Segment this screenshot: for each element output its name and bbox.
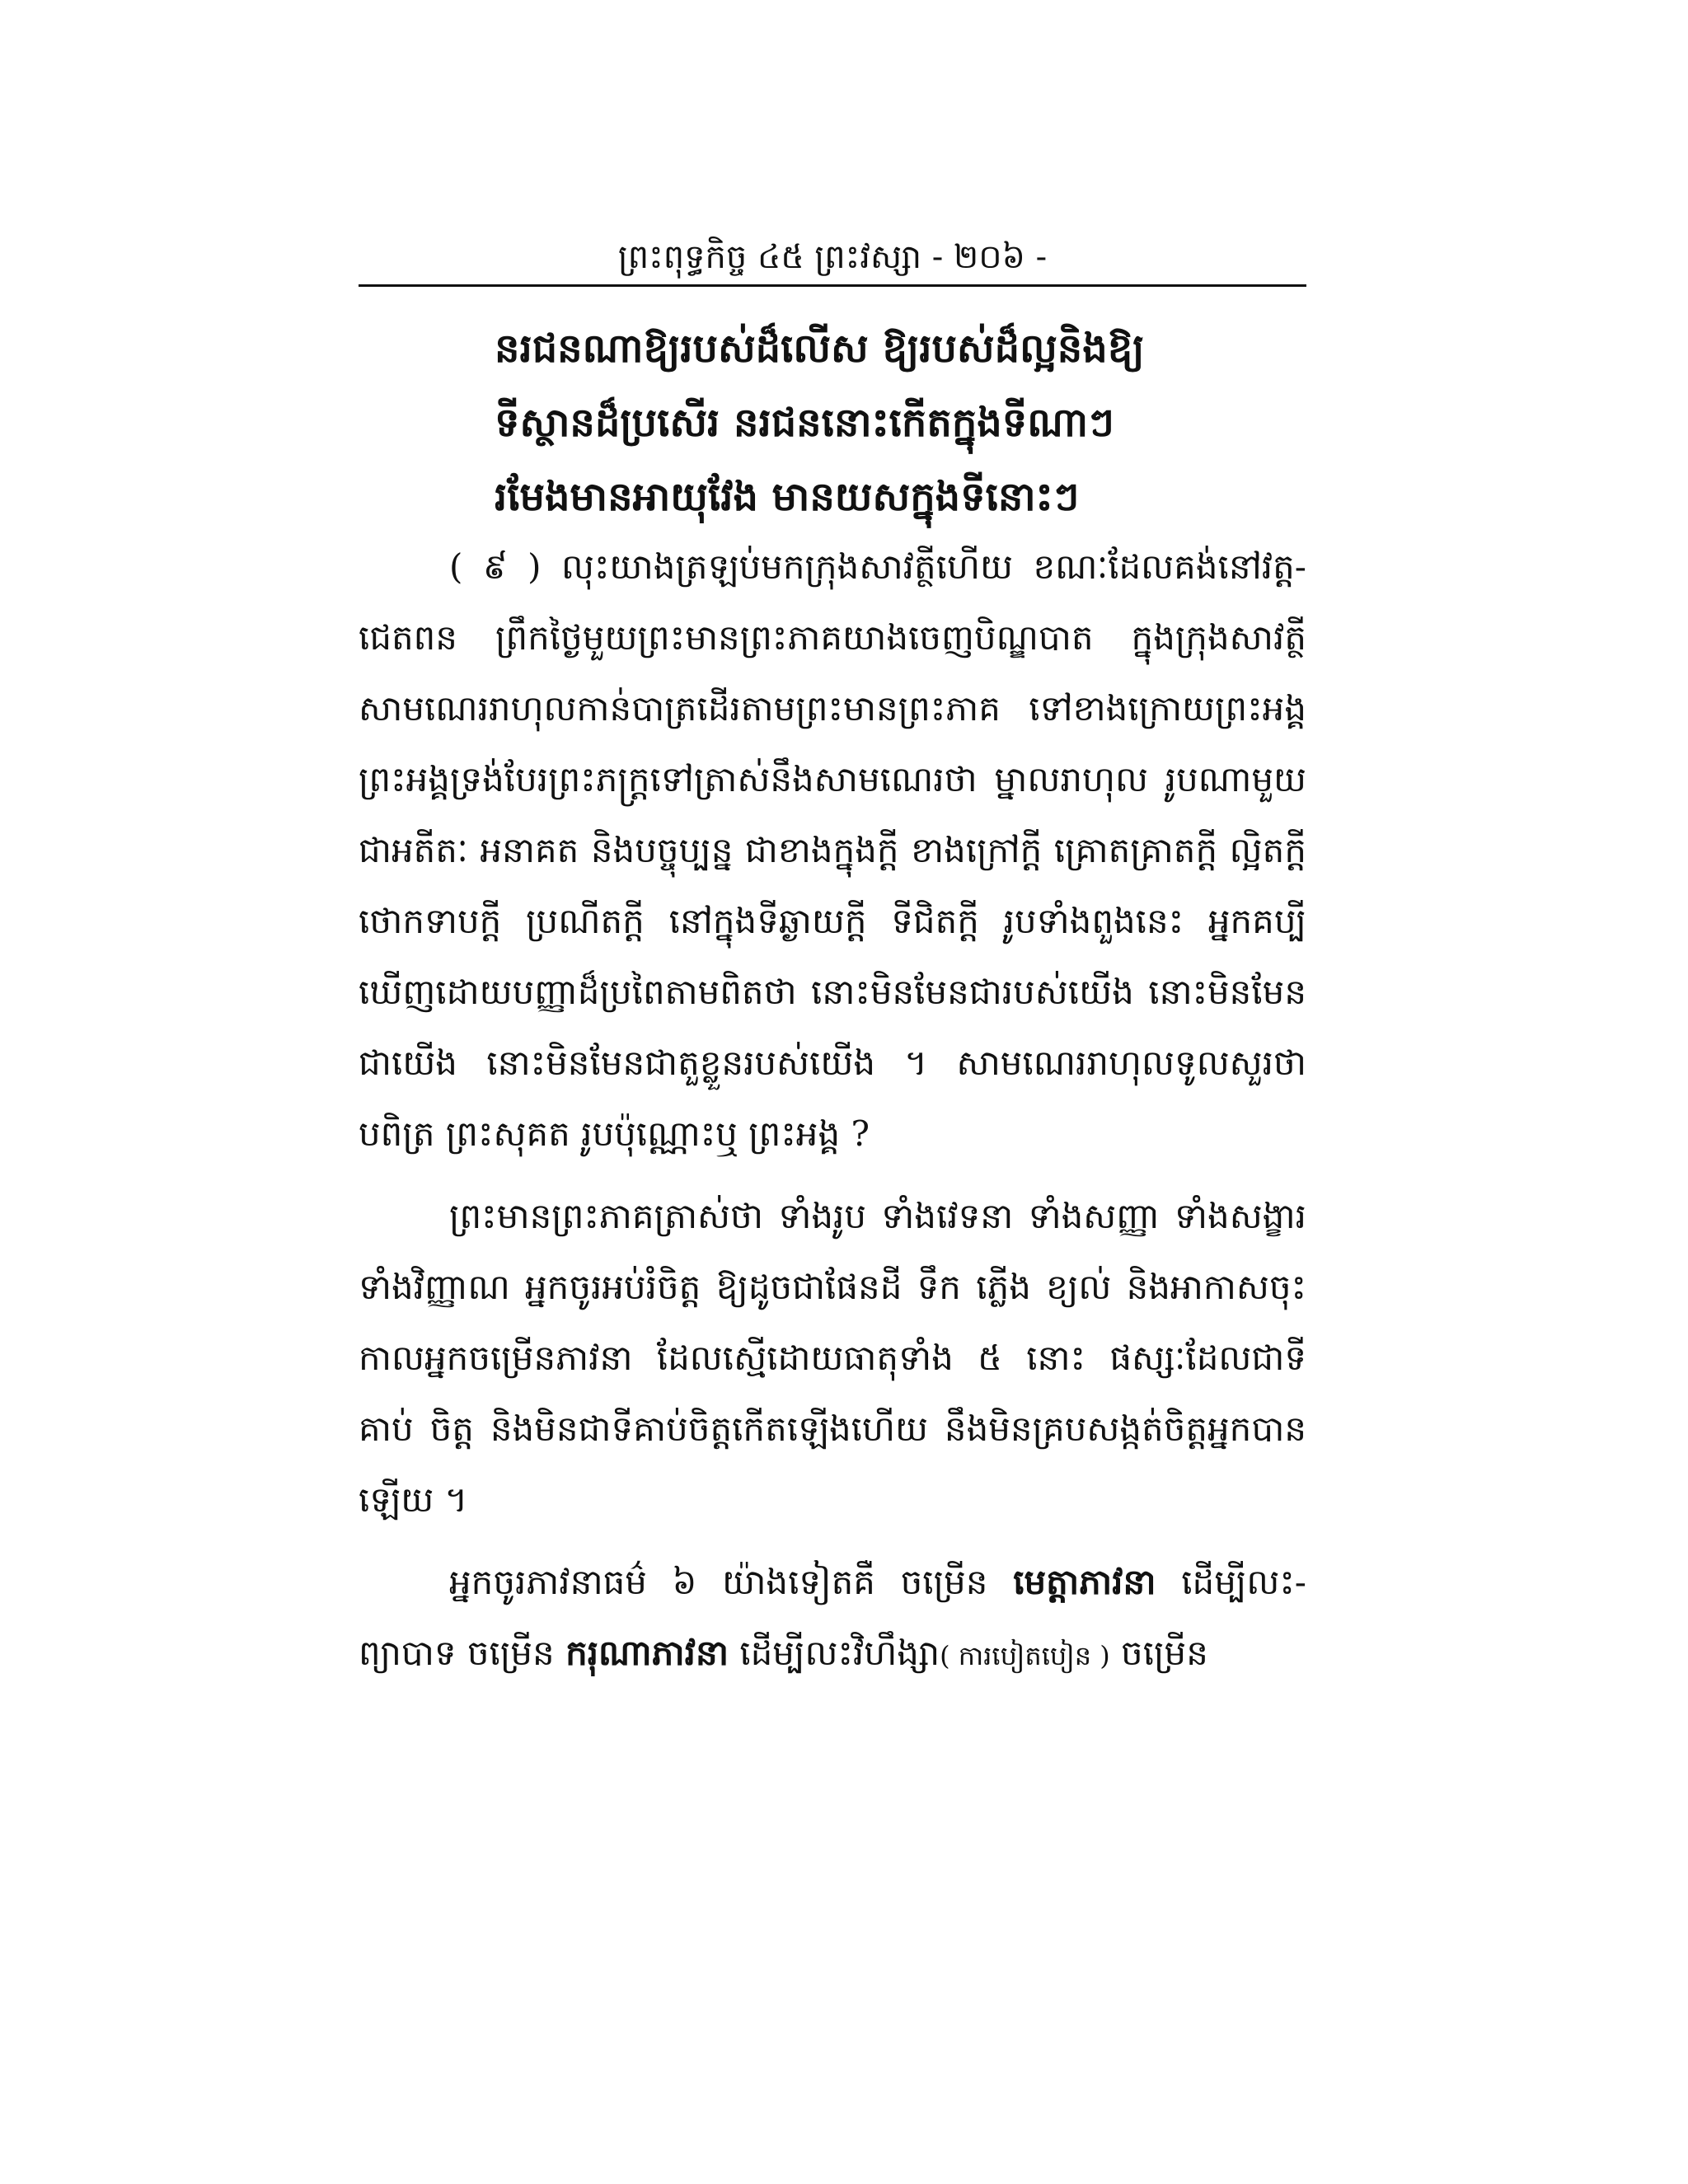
- term-karuna-bhavana: ករុណាភាវនា: [565, 1633, 729, 1673]
- paragraph-3-text-2: ដើម្បីលះ-ព្យាបាទ ចម្រើន: [359, 1562, 1307, 1673]
- paragraph-3-parenthetical: ( ការបៀតបៀន ): [940, 1640, 1110, 1671]
- verse-block: [495, 312, 1302, 534]
- verse-line-2: ទីស្ថានដ៏ប្រសើរ នរជននោះកើតក្នុងទីណាៗ: [495, 400, 1114, 446]
- running-head: ព្រះពុទ្ធកិច្ច ៤៥ ព្រះវស្សា - ២០៦ -: [617, 238, 1048, 276]
- paragraph-3-text-4: ចម្រើន: [1109, 1633, 1208, 1673]
- paragraph-3-text-3: ដើម្បីលះវិហឹង្សា: [728, 1633, 940, 1673]
- term-metta-bhavana: មេត្តាភាវនា: [1013, 1562, 1156, 1602]
- verse-line-1: នរជនណាឱ្យរបស់ដ៏លើស ឱ្យរបស់ដ៏ល្អនិងឱ្យ: [495, 326, 1145, 372]
- header-rule: [359, 284, 1306, 287]
- body-text: [359, 532, 1306, 1691]
- verse-line-3: រមែងមានអាយុវែង មានយសក្នុងទីនោះៗ: [495, 474, 1080, 520]
- paragraph-3: [359, 1547, 1306, 1691]
- paragraph-3-text-1: អ្នកចូរភាវនាធម៌ ៦ យ៉ាងទៀតគឺ ចម្រើន: [449, 1562, 1014, 1602]
- paragraph-2: ព្រះមានព្រះភាគត្រាស់ថា ទាំងរូប ទាំងវេទនា ទាំងសញ្ញា ទាំងសង្ខារ ទាំងវិញ្ញាណ អ្នកចូរអប់រំចិត្ត ឱ្យដូចជាផែនដី ទឹក ភ្លើង ខ្យល់ និងអាកាសចុះ កាលអ្នកចម្រើនភាវនា ដែលស្មើដោយធាតុទាំង ៥ នោះ ផស្សៈដែលជាទីគាប់ ចិត្ត និងមិនជាទីគាប់ចិត្តកើតឡើងហើយ នឹងមិនគ្របសង្កត់ចិត្តអ្នកបានឡើយ ។: [359, 1196, 1306, 1520]
- paragraph-1: ( ៩ ) លុះយាងត្រឡប់មកក្រុងសាវត្ថីហើយ ខណៈដែលគង់នៅវត្ត-ជេតពន ព្រឹកថ្ងៃមួយព្រះមានព្រះភាគយាងចេញបិណ្ឌបាត ក្នុងក្រុងសាវត្ថី សាមណេររាហុលកាន់បាត្រដើរតាមព្រះមានព្រះភាគ ទៅខាងក្រោយព្រះអង្គ ព្រះអង្គទ្រង់បែរព្រះភក្ត្រទៅត្រាស់នឹងសាមណេរថា ម្នាលរាហុល រូបណាមួយ ជាអតីតៈ អនាគត និងបច្ចុប្បន្ន ជាខាងក្នុងក្តី ខាងក្រៅក្តី គ្រោតគ្រាតក្តី ល្អិតក្តី ថោកទាបក្តី ប្រណីតក្តី នៅក្នុងទីឆ្ងាយក្តី ទីជិតក្តី រូបទាំងពួងនេះ អ្នកគប្បី ឃើញដោយបញ្ញាដ៏ប្រពៃតាមពិតថា នោះមិនមែនជារបស់យើង នោះមិនមែន ជាយើង នោះមិនមែនជាតួខ្លួនរបស់យើង ។ សាមណេររាហុលទូលសួរថា បពិត្រ ព្រះសុគត រូបប៉ុណ្ណោះឬ ព្រះអង្គ ?: [359, 546, 1306, 1154]
